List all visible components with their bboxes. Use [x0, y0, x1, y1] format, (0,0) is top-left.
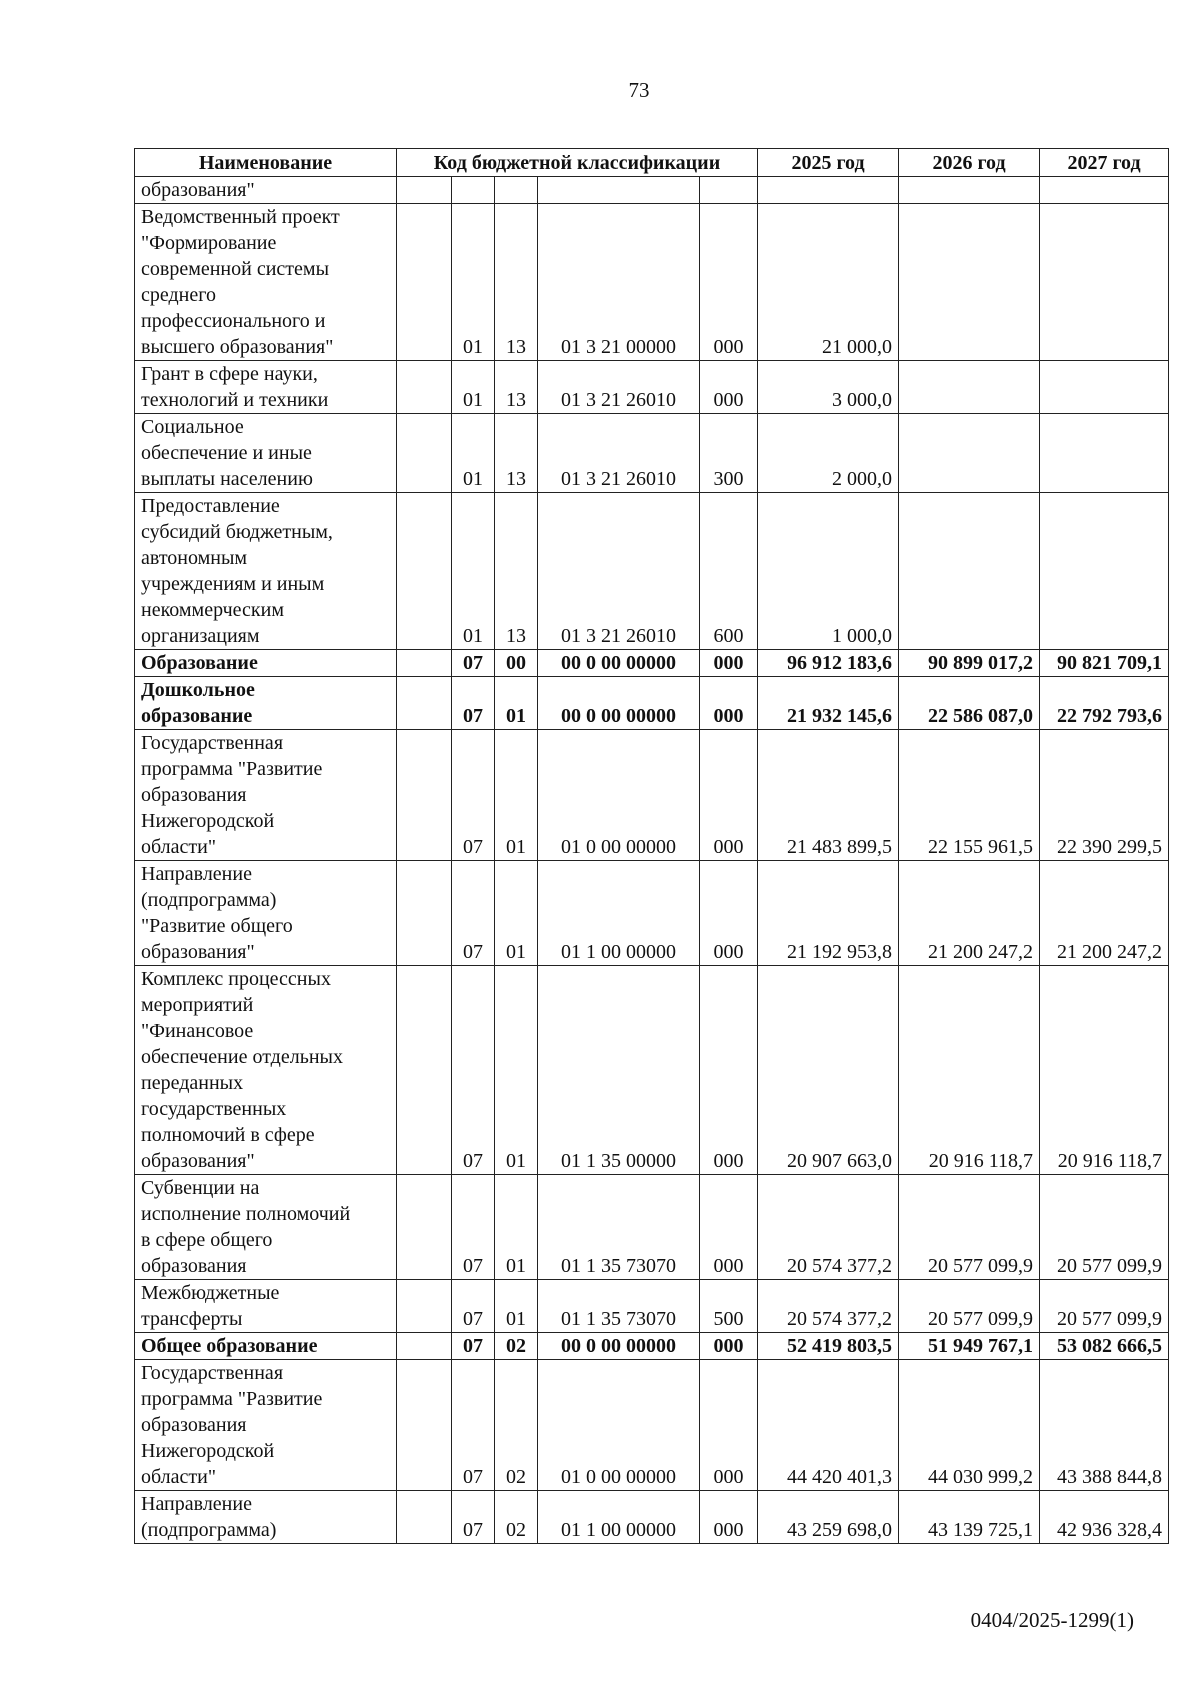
amount-2025: 3 000,0 [758, 361, 899, 414]
row-name-line: Направление [141, 1493, 252, 1515]
code-target: 01 0 00 00000 [538, 1360, 700, 1491]
row-name [135, 177, 397, 204]
row-name-line: образования" [141, 179, 255, 201]
row-name-line: Грант в сфере науки, [141, 363, 318, 385]
table-row [135, 1333, 1169, 1360]
header-code: Код бюджетной классификации [397, 149, 758, 177]
row-name-line: выплаты населению [141, 468, 313, 490]
row-name-line: технологий и техники [141, 389, 329, 411]
amount-2027: 53 082 666,5 [1040, 1333, 1169, 1360]
page-number: 73 [628, 78, 650, 102]
row-name [135, 414, 397, 493]
code-target: 01 1 00 00000 [538, 1491, 700, 1544]
row-name-line: Направление [141, 863, 252, 885]
row-name-line: области" [141, 836, 217, 858]
row-name [135, 966, 397, 1175]
row-name-line: трансферты [141, 1308, 243, 1330]
row-name-line: автономным [141, 547, 248, 569]
code-expense-type: 000 [700, 204, 758, 361]
table-header-row [135, 149, 1169, 177]
table-row [135, 1280, 1169, 1333]
row-name [135, 204, 397, 361]
row-name-line: Нижегородской [141, 1440, 275, 1462]
code-subsection: 13 [495, 361, 538, 414]
amount-2025: 96 912 183,6 [758, 650, 899, 677]
row-name-line: образования [141, 1414, 247, 1436]
code-cell-1 [397, 1175, 452, 1280]
code-target: 00 0 00 00000 [538, 1333, 700, 1360]
row-name-line: Общее образование [141, 1335, 318, 1357]
code-subsection: 01 [495, 966, 538, 1175]
row-name [135, 1333, 397, 1360]
code-subsection [495, 177, 538, 204]
amount-2027: 22 390 299,5 [1040, 730, 1169, 861]
amount-2026 [899, 493, 1040, 650]
header-2027: 2027 год [1040, 149, 1169, 177]
code-expense-type: 000 [700, 1333, 758, 1360]
table-row [135, 861, 1169, 966]
row-name-line: обеспечение отдельных [141, 1046, 343, 1068]
code-subsection: 01 [495, 1280, 538, 1333]
row-name-line: Комплекс процессных [141, 968, 331, 990]
amount-2027: 90 821 709,1 [1040, 650, 1169, 677]
code-target: 01 0 00 00000 [538, 730, 700, 861]
code-cell-1 [397, 1280, 452, 1333]
row-name-line: (подпрограмма) [141, 1519, 277, 1541]
amount-2025: 43 259 698,0 [758, 1491, 899, 1544]
row-name-line: Межбюджетные [141, 1282, 280, 1304]
row-name-line: области" [141, 1466, 217, 1488]
code-subsection: 13 [495, 204, 538, 361]
code-section [452, 177, 495, 204]
amount-2027 [1040, 204, 1169, 361]
amount-2025: 21 000,0 [758, 204, 899, 361]
code-expense-type: 000 [700, 361, 758, 414]
code-cell-1 [397, 414, 452, 493]
code-section: 07 [452, 1491, 495, 1544]
amount-2027 [1040, 361, 1169, 414]
row-name-line: образования [141, 1255, 247, 1277]
code-subsection: 00 [495, 650, 538, 677]
row-name-line: "Формирование [141, 232, 277, 254]
table-row [135, 204, 1169, 361]
row-name-line: образование [141, 705, 253, 727]
amount-2025: 52 419 803,5 [758, 1333, 899, 1360]
code-section: 07 [452, 861, 495, 966]
code-target: 01 3 21 00000 [538, 204, 700, 361]
code-target: 00 0 00 00000 [538, 677, 700, 730]
code-cell-1 [397, 1333, 452, 1360]
code-section: 07 [452, 1360, 495, 1491]
amount-2025 [758, 177, 899, 204]
code-cell-1 [397, 493, 452, 650]
code-section: 01 [452, 414, 495, 493]
amount-2025: 20 574 377,2 [758, 1175, 899, 1280]
table-body [135, 177, 1169, 1544]
code-section: 07 [452, 1333, 495, 1360]
row-name-line: Государственная [141, 1362, 284, 1384]
code-expense-type: 000 [700, 966, 758, 1175]
table-row [135, 730, 1169, 861]
code-target: 01 1 35 73070 [538, 1175, 700, 1280]
row-name-line: Государственная [141, 732, 284, 754]
amount-2027: 20 916 118,7 [1040, 966, 1169, 1175]
amount-2026 [899, 361, 1040, 414]
amount-2025: 21 932 145,6 [758, 677, 899, 730]
amount-2026: 20 577 099,9 [899, 1175, 1040, 1280]
document-id: 0404/2025-1299(1) [970, 1608, 1134, 1632]
table-row [135, 361, 1169, 414]
code-cell-1 [397, 204, 452, 361]
row-name [135, 1360, 397, 1491]
table-row [135, 966, 1169, 1175]
code-expense-type: 000 [700, 1175, 758, 1280]
table-row [135, 493, 1169, 650]
header-2026: 2026 год [899, 149, 1040, 177]
amount-2027: 21 200 247,2 [1040, 861, 1169, 966]
code-section: 07 [452, 1175, 495, 1280]
row-name [135, 1175, 397, 1280]
amount-2027: 22 792 793,6 [1040, 677, 1169, 730]
row-name-line: Образование [141, 652, 258, 674]
row-name-line: высшего образования" [141, 336, 334, 358]
amount-2025: 21 192 953,8 [758, 861, 899, 966]
row-name-line: "Развитие общего [141, 915, 293, 937]
code-subsection: 01 [495, 861, 538, 966]
amount-2025: 20 574 377,2 [758, 1280, 899, 1333]
row-name-line: Ведомственный проект [141, 206, 340, 228]
amount-2027 [1040, 414, 1169, 493]
code-section: 01 [452, 204, 495, 361]
code-target: 01 3 21 26010 [538, 414, 700, 493]
code-expense-type: 000 [700, 1360, 758, 1491]
row-name-line: учреждениям и иным [141, 573, 325, 595]
code-cell-1 [397, 361, 452, 414]
row-name-line: переданных [141, 1072, 244, 1094]
amount-2026: 90 899 017,2 [899, 650, 1040, 677]
code-section: 01 [452, 493, 495, 650]
row-name [135, 677, 397, 730]
row-name [135, 730, 397, 861]
amount-2026: 22 155 961,5 [899, 730, 1040, 861]
code-subsection: 02 [495, 1491, 538, 1544]
row-name-line: полномочий в сфере [141, 1124, 315, 1146]
table-row [135, 1175, 1169, 1280]
table-row [135, 1491, 1169, 1544]
code-section: 07 [452, 1280, 495, 1333]
table-row [135, 1360, 1169, 1491]
code-target: 01 3 21 26010 [538, 361, 700, 414]
row-name-line: программа "Развитие [141, 758, 323, 780]
row-name-line: Нижегородской [141, 810, 275, 832]
code-section: 07 [452, 966, 495, 1175]
row-name [135, 1280, 397, 1333]
amount-2027: 20 577 099,9 [1040, 1280, 1169, 1333]
code-target: 00 0 00 00000 [538, 650, 700, 677]
amount-2026: 21 200 247,2 [899, 861, 1040, 966]
row-name-line: программа "Развитие [141, 1388, 323, 1410]
code-target: 01 1 35 73070 [538, 1280, 700, 1333]
table-row [135, 650, 1169, 677]
code-subsection: 01 [495, 1175, 538, 1280]
code-expense-type: 500 [700, 1280, 758, 1333]
row-name-line: мероприятий [141, 994, 254, 1016]
row-name-line: исполнение полномочий [141, 1203, 351, 1225]
row-name-line: организациям [141, 625, 260, 647]
row-name-line: Дошкольное [141, 679, 255, 701]
code-target: 01 3 21 26010 [538, 493, 700, 650]
code-cell-1 [397, 966, 452, 1175]
budget-table [134, 148, 1169, 1544]
amount-2026 [899, 177, 1040, 204]
row-name-line: некоммерческим [141, 599, 284, 621]
amount-2026: 43 139 725,1 [899, 1491, 1040, 1544]
code-target: 01 1 35 00000 [538, 966, 700, 1175]
code-subsection: 02 [495, 1333, 538, 1360]
code-section: 01 [452, 361, 495, 414]
amount-2025: 2 000,0 [758, 414, 899, 493]
header-2025: 2025 год [758, 149, 899, 177]
amount-2027: 42 936 328,4 [1040, 1491, 1169, 1544]
code-cell-1 [397, 1491, 452, 1544]
row-name-line: среднего [141, 284, 216, 306]
amount-2027: 43 388 844,8 [1040, 1360, 1169, 1491]
row-name-line: субсидий бюджетным, [141, 521, 333, 543]
amount-2025: 1 000,0 [758, 493, 899, 650]
amount-2026: 20 577 099,9 [899, 1280, 1040, 1333]
row-name-line: Предоставление [141, 495, 280, 517]
amount-2027 [1040, 177, 1169, 204]
code-expense-type: 000 [700, 730, 758, 861]
code-subsection: 02 [495, 1360, 538, 1491]
row-name-line: профессионального и [141, 310, 326, 332]
header-name: Наименование [135, 149, 397, 177]
row-name [135, 861, 397, 966]
row-name [135, 650, 397, 677]
code-section: 07 [452, 650, 495, 677]
table-row [135, 414, 1169, 493]
amount-2026: 22 586 087,0 [899, 677, 1040, 730]
code-subsection: 01 [495, 730, 538, 861]
row-name-line: Субвенции на [141, 1177, 260, 1199]
code-cell-1 [397, 1360, 452, 1491]
table-row [135, 677, 1169, 730]
code-cell-1 [397, 861, 452, 966]
amount-2026: 51 949 767,1 [899, 1333, 1040, 1360]
amount-2026: 44 030 999,2 [899, 1360, 1040, 1491]
code-expense-type: 300 [700, 414, 758, 493]
row-name-line: образования" [141, 941, 255, 963]
row-name [135, 493, 397, 650]
amount-2025: 21 483 899,5 [758, 730, 899, 861]
amount-2026 [899, 204, 1040, 361]
amount-2025: 44 420 401,3 [758, 1360, 899, 1491]
code-cell-1 [397, 730, 452, 861]
code-section: 07 [452, 677, 495, 730]
amount-2025: 20 907 663,0 [758, 966, 899, 1175]
row-name [135, 1491, 397, 1544]
code-subsection: 13 [495, 493, 538, 650]
code-cell-1 [397, 677, 452, 730]
row-name-line: современной системы [141, 258, 330, 280]
code-cell-1 [397, 650, 452, 677]
amount-2026 [899, 414, 1040, 493]
amount-2026: 20 916 118,7 [899, 966, 1040, 1175]
code-expense-type: 600 [700, 493, 758, 650]
code-expense-type: 000 [700, 677, 758, 730]
row-name-line: "Финансовое [141, 1020, 254, 1042]
code-section: 07 [452, 730, 495, 861]
code-subsection: 13 [495, 414, 538, 493]
row-name-line: (подпрограмма) [141, 889, 277, 911]
row-name-line: государственных [141, 1098, 287, 1120]
table-row [135, 177, 1169, 204]
amount-2027 [1040, 493, 1169, 650]
code-expense-type: 000 [700, 650, 758, 677]
code-expense-type [700, 177, 758, 204]
code-target [538, 177, 700, 204]
row-name-line: образования [141, 784, 247, 806]
row-name-line: обеспечение и иные [141, 442, 312, 464]
row-name-line: в сфере общего [141, 1229, 273, 1251]
row-name-line: Социальное [141, 416, 244, 438]
code-expense-type: 000 [700, 1491, 758, 1544]
code-target: 01 1 00 00000 [538, 861, 700, 966]
row-name-line: образования" [141, 1150, 255, 1172]
code-subsection: 01 [495, 677, 538, 730]
amount-2027: 20 577 099,9 [1040, 1175, 1169, 1280]
row-name [135, 361, 397, 414]
code-cell-1 [397, 177, 452, 204]
code-expense-type: 000 [700, 861, 758, 966]
